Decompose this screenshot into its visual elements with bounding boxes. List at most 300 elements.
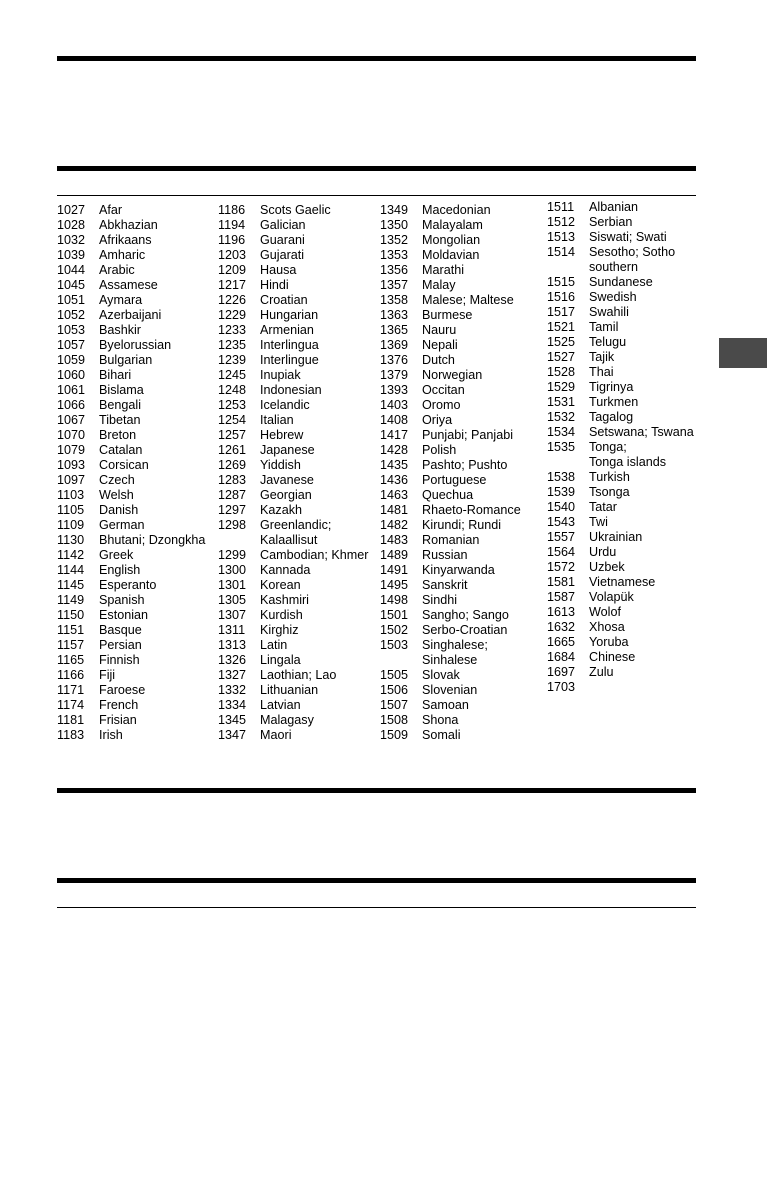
language-name-text: Czech: [99, 473, 135, 487]
language-name: [99, 488, 134, 503]
language-code: 1581: [547, 575, 576, 589]
language-code: 1527: [547, 350, 576, 364]
language-code: 1313: [218, 638, 247, 652]
language-code: 1070: [57, 428, 86, 442]
language-name: [260, 233, 305, 248]
language-name-text: Ukrainian: [589, 530, 643, 544]
language-code: 1300: [218, 563, 247, 577]
language-code: 1539: [547, 485, 576, 499]
language-row: [57, 653, 205, 668]
language-code: 1393: [380, 383, 409, 397]
language-name: [422, 458, 507, 473]
language-name-text: Scots Gaelic: [260, 203, 331, 217]
language-name-continuation: southern: [589, 260, 639, 274]
language-row: [57, 518, 205, 533]
language-row: [218, 308, 369, 323]
language-code: 1511: [547, 200, 575, 214]
language-name: [422, 533, 479, 548]
language-code: 1311: [218, 623, 246, 637]
language-row: [547, 530, 694, 545]
language-row: [218, 353, 369, 368]
language-code: 1181: [57, 713, 85, 727]
language-code: 1028: [57, 218, 86, 232]
language-row: [380, 563, 521, 578]
language-code: 1428: [380, 443, 409, 457]
language-code: 1235: [218, 338, 247, 352]
language-row: [218, 278, 369, 293]
language-code: 1512: [547, 215, 576, 229]
language-name-text: Hindi: [260, 278, 289, 292]
language-row: [380, 263, 521, 278]
language-name-text: Indonesian: [260, 383, 322, 397]
language-code: 1061: [57, 383, 86, 397]
language-code: 1435: [380, 458, 409, 472]
language-name: [422, 608, 509, 623]
language-name-text: Bislama: [99, 383, 144, 397]
language-name: [589, 575, 655, 590]
language-code: 1365: [380, 323, 409, 337]
language-name: [99, 548, 133, 563]
language-name-text: Tibetan: [99, 413, 141, 427]
language-code: 1142: [57, 548, 85, 562]
language-column-4: [547, 200, 694, 695]
language-name: [422, 233, 480, 248]
language-row: [57, 698, 205, 713]
language-code: 1253: [218, 398, 247, 412]
language-name-text: German: [99, 518, 145, 532]
language-row: [218, 488, 369, 503]
bottom-section-rule: [57, 788, 696, 793]
language-name-text: Latvian: [260, 698, 301, 712]
language-name-text: Sindhi: [422, 593, 458, 607]
language-name: [260, 413, 294, 428]
language-row: [57, 548, 205, 563]
language-name: [422, 713, 458, 728]
language-row: [547, 515, 694, 530]
language-name: [260, 713, 314, 728]
language-name: [260, 698, 301, 713]
language-name-text: Vietnamese: [589, 575, 656, 589]
language-row: [57, 503, 205, 518]
language-name-text: Somali: [422, 728, 461, 742]
language-name-text: Aymara: [99, 293, 143, 307]
language-code: 1301: [218, 578, 247, 592]
language-row: [380, 233, 521, 248]
language-row: [547, 380, 694, 395]
language-name-text: Georgian: [260, 488, 312, 502]
language-name-text: Sesotho; Sotho: [589, 245, 676, 259]
language-code: 1194: [218, 218, 246, 232]
language-row: [218, 248, 369, 263]
language-name: [589, 410, 633, 425]
language-name-text: Zulu: [589, 665, 614, 679]
language-row: [57, 278, 205, 293]
language-name-text: Malese; Maltese: [422, 293, 514, 307]
language-name: [260, 458, 301, 473]
language-code: 1166: [57, 668, 85, 682]
language-row: [380, 443, 521, 458]
language-row: [218, 593, 369, 608]
language-name: [260, 548, 369, 563]
language-name: [260, 503, 302, 518]
language-row: [218, 518, 369, 548]
language-row: [57, 683, 205, 698]
language-code: 1535: [547, 440, 576, 454]
language-name-text: Hausa: [260, 263, 297, 277]
language-code: 1196: [218, 233, 246, 247]
language-row: [218, 203, 369, 218]
language-name-text: Slovenian: [422, 683, 478, 697]
language-name-text: Galician: [260, 218, 306, 232]
language-code: 1149: [57, 593, 85, 607]
language-name: [260, 653, 301, 668]
language-name-text: Sangho; Sango: [422, 608, 509, 622]
language-name-text: Sundanese: [589, 275, 653, 289]
language-code: 1498: [380, 593, 409, 607]
language-name-text: Turkmen: [589, 395, 639, 409]
language-name: [260, 368, 301, 383]
language-name-text: Armenian: [260, 323, 314, 337]
language-code: 1538: [547, 470, 576, 484]
language-row: [547, 425, 694, 440]
language-name: [99, 458, 149, 473]
language-code: 1287: [218, 488, 247, 502]
language-name-continuation: Kalaallisut: [260, 533, 318, 547]
language-name-text: Amharic: [99, 248, 146, 262]
language-row: [218, 608, 369, 623]
language-code: 1079: [57, 443, 86, 457]
language-name: [589, 500, 617, 515]
language-name: [260, 263, 296, 278]
language-name-text: Gujarati: [260, 248, 305, 262]
language-name: [422, 728, 461, 743]
language-name: [260, 683, 318, 698]
language-row: [547, 575, 694, 590]
language-name: [260, 398, 310, 413]
language-name-text: Arabic: [99, 263, 135, 277]
language-code: 1057: [57, 338, 86, 352]
language-row: [57, 353, 205, 368]
language-name: [589, 215, 632, 230]
language-code: 1529: [547, 380, 576, 394]
language-code: 1532: [547, 410, 576, 424]
language-name: [589, 200, 638, 215]
language-name-text: Azerbaijani: [99, 308, 162, 322]
language-row: [218, 683, 369, 698]
language-code: 1145: [57, 578, 85, 592]
language-code: 1269: [218, 458, 247, 472]
language-name-text: Malay: [422, 278, 456, 292]
language-row: [380, 248, 521, 263]
language-row: [547, 230, 694, 245]
language-row: [57, 383, 205, 398]
language-code: 1632: [547, 620, 576, 634]
language-name-text: Maori: [260, 728, 292, 742]
language-row: [218, 293, 369, 308]
language-name: [422, 473, 486, 488]
language-name-text: Croatian: [260, 293, 308, 307]
language-code: 1032: [57, 233, 86, 247]
language-row: [57, 728, 205, 743]
language-name-text: Esperanto: [99, 578, 157, 592]
language-code: 1505: [380, 668, 409, 682]
language-code: 1051: [57, 293, 86, 307]
language-name: [589, 530, 642, 545]
language-row: [380, 698, 521, 713]
language-row: [380, 473, 521, 488]
language-row: [218, 263, 369, 278]
language-name: [260, 623, 299, 638]
language-name: [99, 248, 145, 263]
language-name-text: Setswana; Tswana: [589, 425, 694, 439]
language-name-text: Bashkir: [99, 323, 141, 337]
language-row: [380, 308, 521, 323]
language-name-text: Greenlandic;: [260, 518, 332, 532]
language-row: [380, 728, 521, 743]
language-code: 1357: [380, 278, 409, 292]
language-name-text: Pashto; Pushto: [422, 458, 508, 472]
language-name: [260, 488, 312, 503]
language-name-text: Wolof: [589, 605, 621, 619]
language-code: 1144: [57, 563, 85, 577]
language-name: [422, 278, 456, 293]
language-row: [380, 638, 521, 668]
language-code: 1356: [380, 263, 409, 277]
language-name-text: Persian: [99, 638, 142, 652]
language-code: 1326: [218, 653, 247, 667]
language-code: 1489: [380, 548, 409, 562]
language-name-text: Frisian: [99, 713, 137, 727]
language-row: [218, 368, 369, 383]
language-name-text: Finnish: [99, 653, 140, 667]
language-code: 1353: [380, 248, 409, 262]
language-code: 1514: [547, 245, 576, 259]
language-name-text: Danish: [99, 503, 139, 517]
language-row: [218, 443, 369, 458]
language-name: [260, 473, 314, 488]
language-name-continuation: Tonga islands: [589, 455, 667, 469]
language-code: 1352: [380, 233, 409, 247]
language-code: 1481: [380, 503, 409, 517]
language-code: 1233: [218, 323, 247, 337]
language-code: 1283: [218, 473, 247, 487]
language-name-text: Laothian; Lao: [260, 668, 337, 682]
language-row: [218, 218, 369, 233]
language-name: [422, 293, 514, 308]
language-name: [422, 323, 456, 338]
language-code: 1254: [218, 413, 247, 427]
language-name: [260, 443, 315, 458]
language-row: [218, 233, 369, 248]
language-code: 1027: [57, 203, 86, 217]
language-name-text: Breton: [99, 428, 137, 442]
language-name: [260, 293, 308, 308]
language-row: [380, 428, 521, 443]
language-row: [380, 353, 521, 368]
language-row: [57, 263, 205, 278]
language-name-text: Telugu: [589, 335, 627, 349]
language-row: [380, 623, 521, 638]
language-name: [260, 218, 306, 233]
language-name-text: Nauru: [422, 323, 457, 337]
language-code: 1052: [57, 308, 86, 322]
language-name: [260, 353, 319, 368]
language-name-text: Tigrinya: [589, 380, 634, 394]
language-row: [547, 290, 694, 305]
language-name: [99, 368, 131, 383]
language-code: 1347: [218, 728, 247, 742]
language-name-text: Tamil: [589, 320, 619, 334]
language-name-text: Korean: [260, 578, 301, 592]
language-row: [57, 608, 205, 623]
language-name-text: Marathi: [422, 263, 464, 277]
language-name-text: Irish: [99, 728, 123, 742]
language-row: [547, 650, 694, 665]
language-code: 1513: [547, 230, 576, 244]
language-name: [99, 323, 141, 338]
language-row: [547, 335, 694, 350]
language-row: [380, 713, 521, 728]
language-name: [422, 203, 491, 218]
language-name-text: Bulgarian: [99, 353, 153, 367]
language-name: [260, 578, 301, 593]
language-name-text: Lithuanian: [260, 683, 319, 697]
language-name: [99, 338, 171, 353]
language-name-text: Rhaeto-Romance: [422, 503, 521, 517]
language-code: 1358: [380, 293, 409, 307]
language-name-text: Macedonian: [422, 203, 491, 217]
language-row: [380, 503, 521, 518]
language-name-text: Corsican: [99, 458, 149, 472]
language-name: [260, 728, 292, 743]
language-row: [547, 500, 694, 515]
language-name-text: Samoan: [422, 698, 469, 712]
language-code: 1239: [218, 353, 247, 367]
language-name: [99, 293, 142, 308]
language-name: [589, 440, 666, 470]
language-name-text: Kannada: [260, 563, 311, 577]
language-name: [99, 668, 115, 683]
language-code: 1463: [380, 488, 409, 502]
language-row: [547, 485, 694, 500]
language-code: 1174: [57, 698, 85, 712]
language-name-text: Swedish: [589, 290, 637, 304]
language-row: [547, 665, 694, 680]
language-name: [260, 248, 304, 263]
language-name-text: Interlingua: [260, 338, 319, 352]
language-name: [589, 545, 616, 560]
language-name-text: Bengali: [99, 398, 142, 412]
language-code: 1093: [57, 458, 86, 472]
language-code: 1261: [218, 443, 247, 457]
language-row: [380, 608, 521, 623]
language-row: [57, 323, 205, 338]
language-code: 1491: [380, 563, 409, 577]
language-row: [57, 398, 205, 413]
language-name: [99, 428, 136, 443]
language-name-text: Kazakh: [260, 503, 303, 517]
language-name-text: Tajik: [589, 350, 615, 364]
language-name-text: Guarani: [260, 233, 305, 247]
language-row: [57, 533, 205, 548]
language-row: [380, 413, 521, 428]
language-row: [380, 458, 521, 473]
language-row: [218, 728, 369, 743]
language-row: [380, 578, 521, 593]
language-row: [218, 653, 369, 668]
language-name-text: Kirundi; Rundi: [422, 518, 502, 532]
language-name-text: Yoruba: [589, 635, 629, 649]
language-name: [99, 308, 161, 323]
language-name-text: Moldavian: [422, 248, 480, 262]
language-name-text: Albanian: [589, 200, 639, 214]
language-name: [589, 515, 608, 530]
language-name: [99, 608, 148, 623]
language-row: [218, 338, 369, 353]
language-name-text: Xhosa: [589, 620, 625, 634]
language-name: [422, 218, 483, 233]
language-name-text: Serbo-Croatian: [422, 623, 508, 637]
language-name-text: Turkish: [589, 470, 630, 484]
language-name: [422, 638, 488, 668]
language-code: 1045: [57, 278, 86, 292]
language-name: [422, 503, 521, 518]
language-name: [589, 665, 614, 680]
language-name: [99, 698, 138, 713]
language-name: [260, 608, 303, 623]
language-row: [547, 635, 694, 650]
table-header-rule: [57, 166, 696, 171]
language-row: [547, 620, 694, 635]
language-code: 1363: [380, 308, 409, 322]
bottom-divider: [57, 907, 696, 908]
language-code: 1044: [57, 263, 86, 277]
language-row: [57, 578, 205, 593]
language-name: [422, 518, 501, 533]
language-row: [218, 623, 369, 638]
language-code: 1403: [380, 398, 409, 412]
language-code: 1557: [547, 530, 576, 544]
language-name: [99, 653, 140, 668]
language-row: [218, 638, 369, 653]
language-code: 1060: [57, 368, 86, 382]
language-code: 1665: [547, 635, 576, 649]
language-name: [422, 668, 460, 683]
language-code: 1150: [57, 608, 85, 622]
language-row: [57, 218, 205, 233]
language-code: 1613: [547, 605, 576, 619]
language-row: [57, 443, 205, 458]
language-code: 1495: [380, 578, 409, 592]
language-row: [380, 488, 521, 503]
language-code: 1408: [380, 413, 409, 427]
language-name-text: Serbian: [589, 215, 633, 229]
language-row: [57, 248, 205, 263]
language-name: [422, 698, 469, 713]
language-row: [57, 233, 205, 248]
language-row: [218, 323, 369, 338]
language-row: [547, 605, 694, 620]
language-name: [99, 413, 141, 428]
language-name: [99, 278, 158, 293]
language-row: [547, 590, 694, 605]
language-name: [99, 203, 122, 218]
language-column-2: [218, 203, 369, 743]
language-row: [380, 398, 521, 413]
language-row: [380, 368, 521, 383]
language-name: [99, 353, 152, 368]
language-code: 1703: [547, 680, 576, 694]
